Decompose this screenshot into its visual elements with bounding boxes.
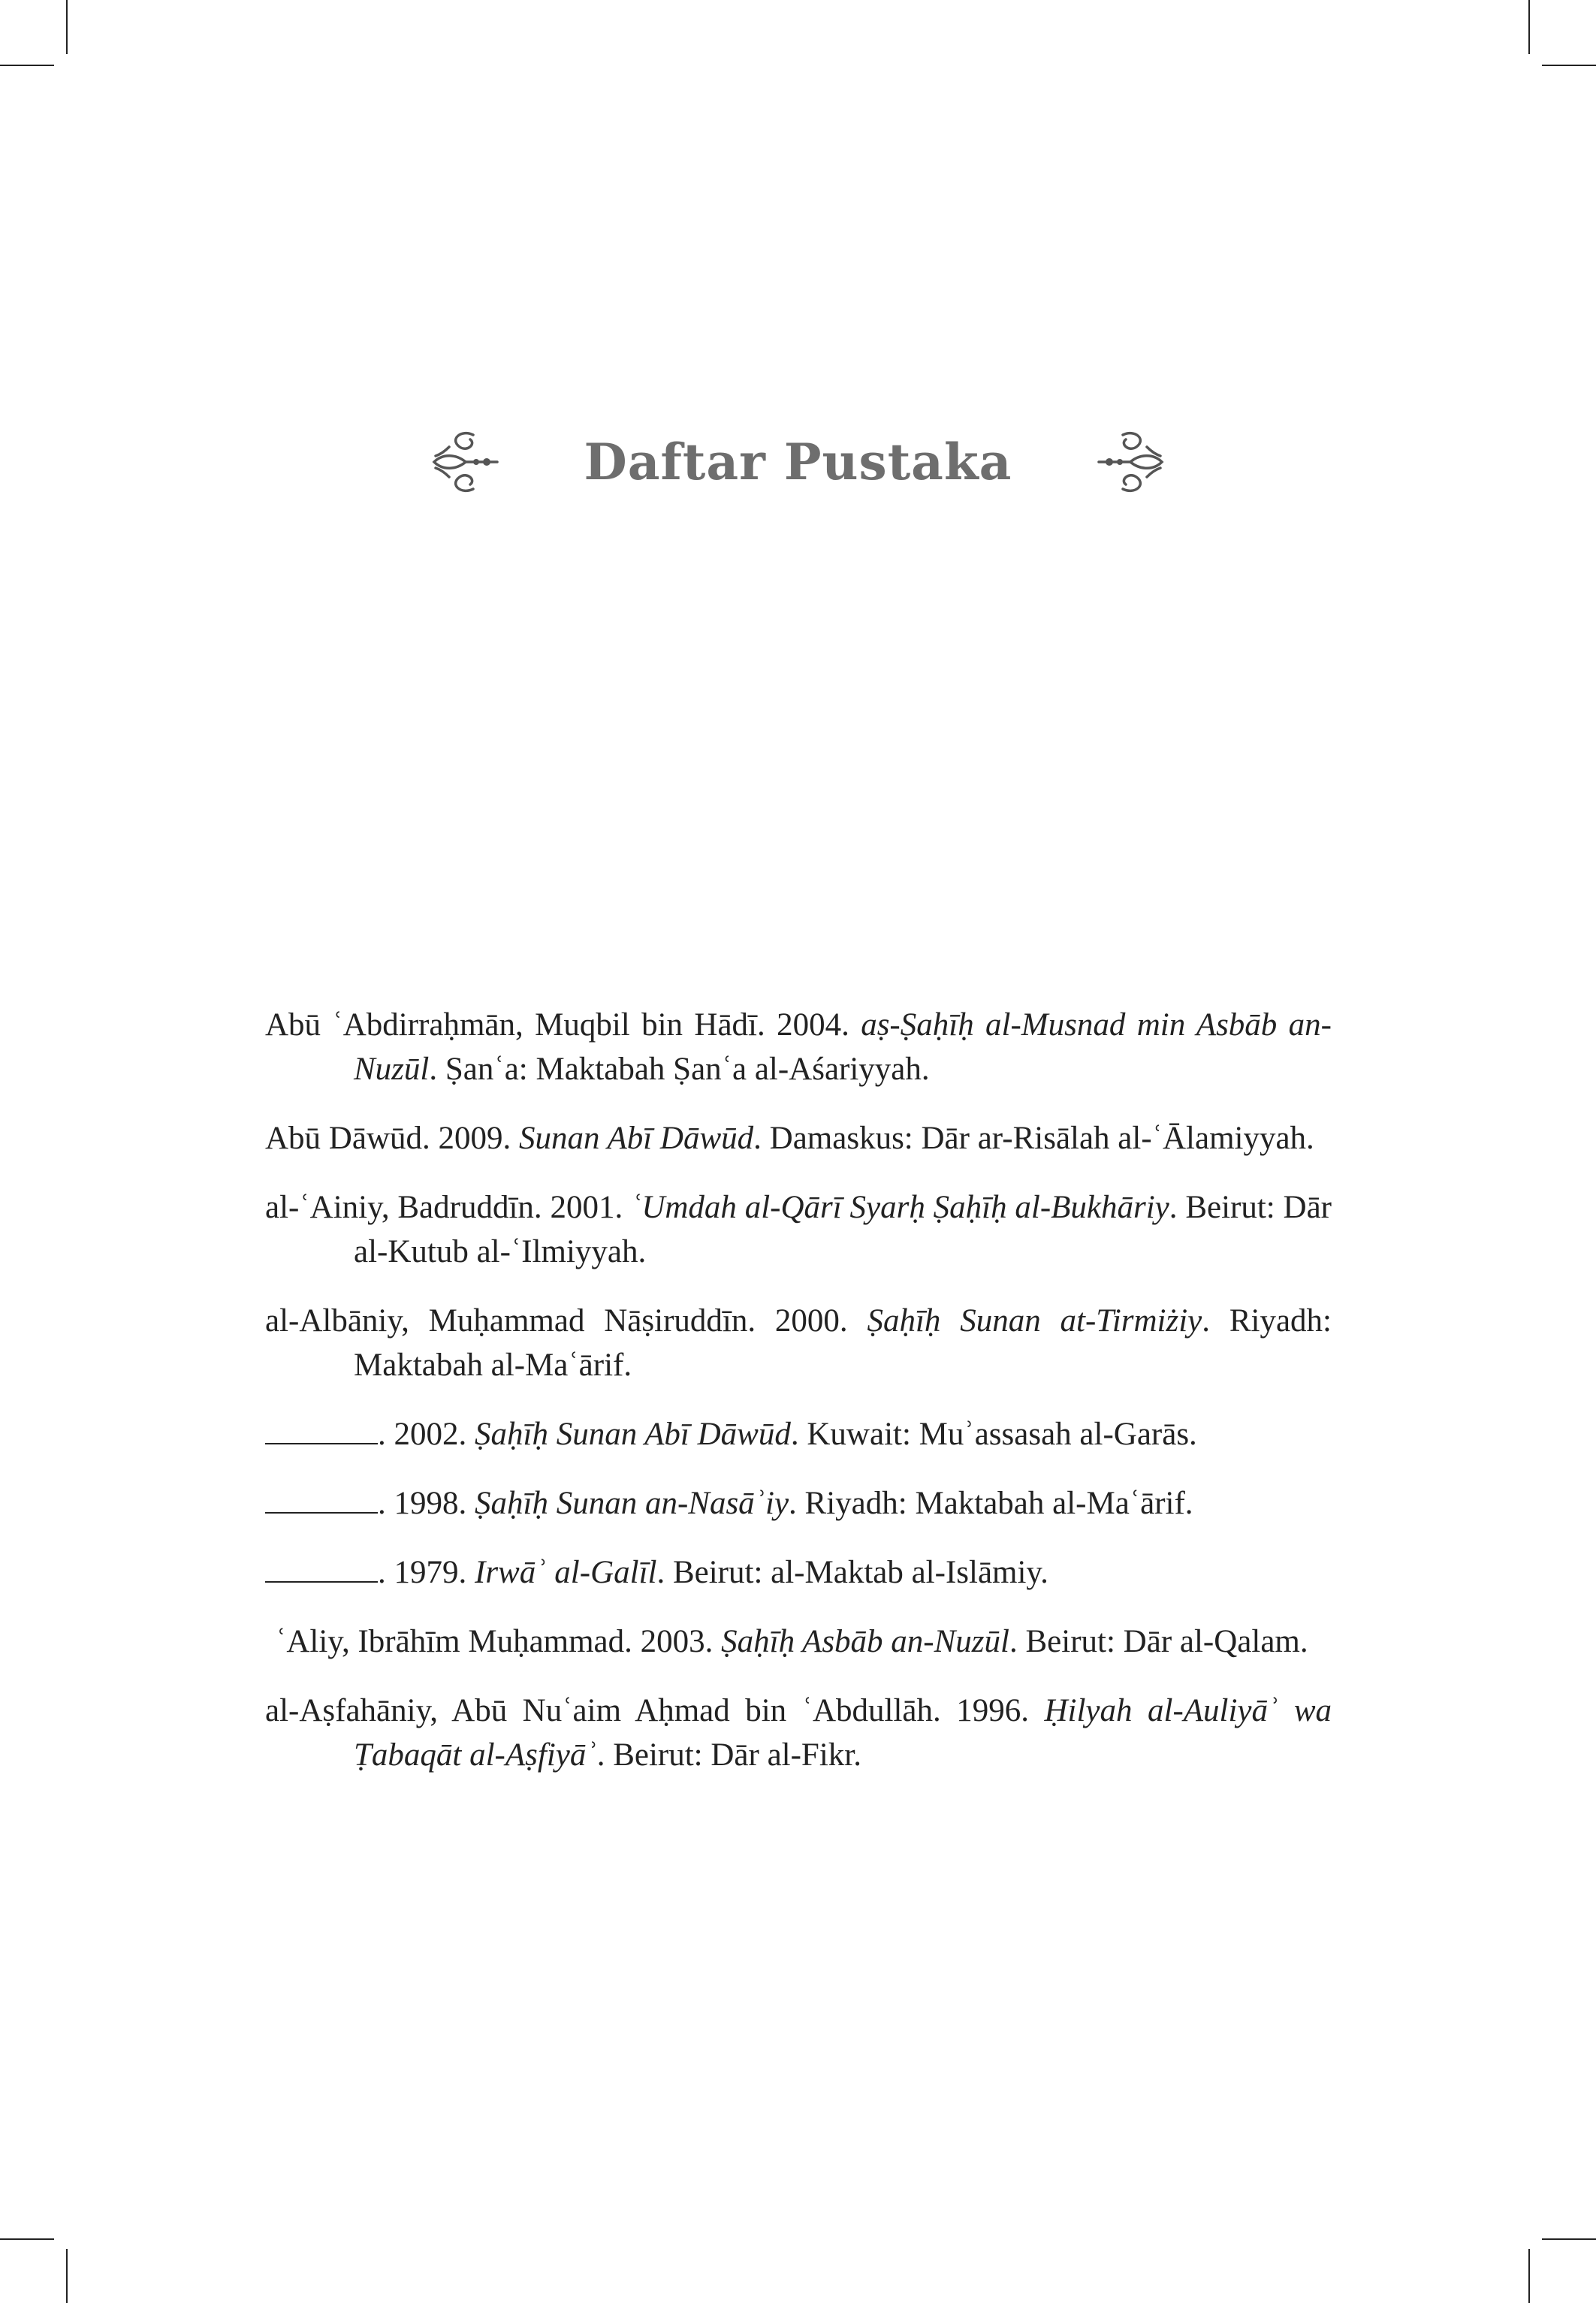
crop-mark-top-left-h	[0, 65, 54, 66]
repeat-author-rule	[265, 1580, 378, 1583]
reference-entry: Abū Dāwūd. 2009. Sunan Abī Dāwūd. Damaskus: Dār ar-Risālah al-ʿĀlamiyyah.	[265, 1121, 1314, 1156]
ornament-left-icon	[427, 424, 502, 500]
crop-mark-top-right-v	[1528, 0, 1530, 54]
ornament-right-icon	[1094, 424, 1169, 500]
crop-mark-bottom-left-h	[0, 2238, 54, 2240]
reference-entry: . 1998. Ṣaḥīḥ Sunan an-Nasāʾiy. Riyadh: Maktabah al-Maʿārif.	[265, 1481, 1332, 1526]
crop-mark-bottom-right-h	[1542, 2238, 1596, 2240]
heading-row	[0, 421, 1596, 503]
repeat-author-rule	[265, 1442, 378, 1444]
crop-mark-top-right-h	[1542, 65, 1596, 66]
reference-entry: . 2002. Ṣaḥīḥ Sunan Abī Dāwūd. Kuwait: Muʾassasah al-Garās.	[265, 1412, 1332, 1456]
reference-entry: Abū ʿAbdirraḥmān, Muqbil bin Hādī. 2004. aṣ-Ṣaḥīḥ al-Musnad min Asbāb an-Nuzūl. Ṣanʿa: Maktabah Ṣanʿa al-Aśariyyah.	[265, 1007, 1332, 1087]
crop-mark-bottom-left-v	[66, 2249, 68, 2303]
reference-list	[265, 1003, 1332, 1802]
crop-mark-top-left-v	[66, 0, 68, 54]
reference-entry: al-Aṣfahāniy, Abū Nuʿaim Aḥmad bin ʿAbdullāh. 1996. Ḥilyah al-Auliyāʾ wa Ṭabaqāt al-Aṣfiyāʾ. Beirut: Dār al-Fikr.	[265, 1693, 1332, 1773]
reference-entry: ʿAliy, Ibrāhīm Muḥammad. 2003. Ṣaḥīḥ Asbāb an-Nuzūl. Beirut: Dār al-Qalam.	[276, 1624, 1308, 1659]
repeat-author-rule	[265, 1511, 378, 1514]
crop-mark-bottom-right-v	[1528, 2249, 1530, 2303]
reference-entry: . 1979. Irwāʾ al-Galīl. Beirut: al-Maktab al-Islāmiy.	[265, 1550, 1332, 1595]
page-title: Daftar Pustaka	[584, 433, 1012, 491]
reference-entry: al-Albāniy, Muḥammad Nāṣiruddīn. 2000. Ṣaḥīḥ Sunan at-Tirmiżiy. Riyadh: Maktabah al-Maʿārif.	[265, 1303, 1332, 1383]
reference-entry: al-ʿAiniy, Badruddīn. 2001. ʿUmdah al-Qārī Syarḥ Ṣaḥīḥ al-Bukhāriy. Beirut: Dār al-Kutub al-ʿIlmiyyah.	[265, 1190, 1332, 1269]
